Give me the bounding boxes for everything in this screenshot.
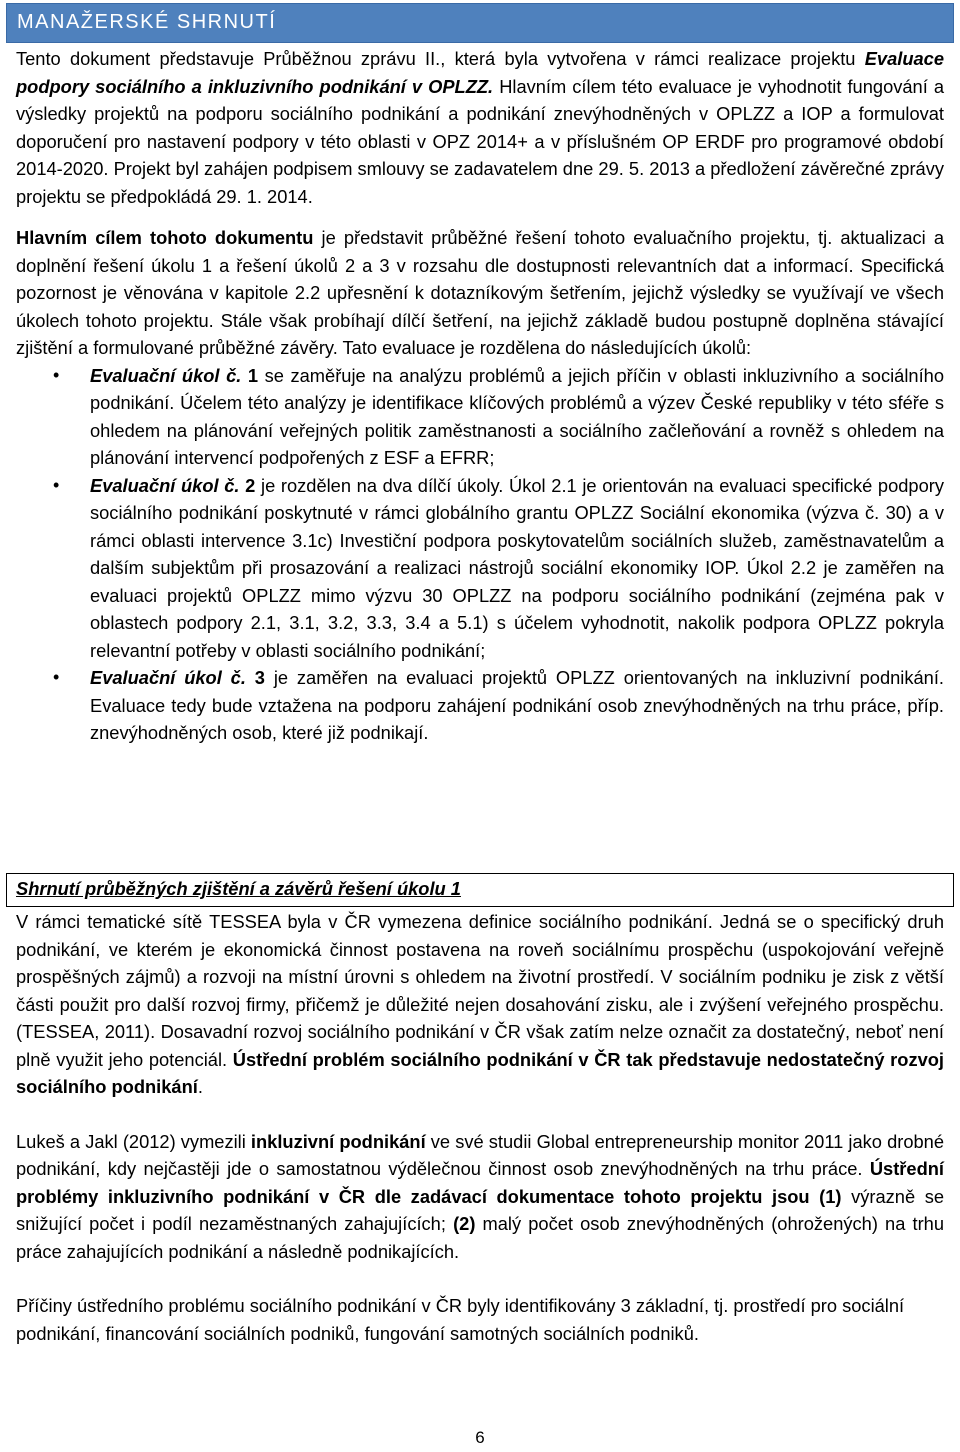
task-label: Evaluační úkol č. [90, 364, 242, 386]
project-name: Evaluace podpory sociálního a inkluzivního podnikání v OPLZZ. [16, 48, 944, 97]
page-number: 6 [475, 1428, 485, 1447]
task-number: 2 [245, 474, 256, 496]
text-run: výrazně se snižující počet i podíl nezaměstnaných zahajujících; [16, 1185, 945, 1234]
bullet-icon: • [53, 667, 60, 687]
list-item [16, 472, 944, 665]
intro-paragraph-2 [16, 224, 944, 362]
text-run: . [197, 1076, 203, 1097]
task-number: 1 [247, 364, 259, 386]
text-run: ve své studii Global entrepreneurship monitor 2011 jako drobné podnikání, kdy nejčastěji jde o samostatnou výdělečnou činnost osob znevýhodněných na trhu práce. [16, 1130, 945, 1179]
summary-paragraph-2 [16, 1128, 944, 1266]
summary-box-title [6, 873, 954, 907]
summary-paragraph-1 [16, 908, 944, 1101]
bold-run: inkluzivní podnikání [250, 1130, 426, 1152]
bold-run: Ústřední problém sociálního podnikání v ČR tak představuje nedostatečný rozvoj sociálního podnikání [16, 1048, 944, 1097]
task-text: je zaměřen na evaluaci projektů OPLZZ orientovaných na inkluzivní podnikání. Evaluace tedy bude vztažena na podporu zahájení podnikání osob znevýhodněných na trhu práce, příp. znevýhodněných osob, které již podnikají. [90, 667, 944, 743]
list-item [16, 362, 944, 472]
text-run: malý počet osob znevýhodněných (ohrožených) na trhu práce zahajujících podnikání a následně podnikajících. [16, 1213, 944, 1262]
intro-paragraph-1 [16, 45, 944, 210]
intro-body [16, 45, 944, 747]
list-item [16, 664, 944, 747]
summary-paragraph-3: Příčiny ústředního problému sociálního podnikání v ČR byly identifikovány 3 základní, tj. prostředí pro sociální podnikání, financování sociálních podniků, fungování samotných sociálních podniků. [16, 1295, 905, 1344]
task-label: Evaluační úkol č. [90, 474, 240, 496]
bold-run: (2) [453, 1213, 476, 1234]
bullet-icon: • [53, 474, 60, 495]
section-header-bar [6, 3, 954, 43]
summary-title: Shrnutí průběžných zjištění a závěrů řešení úkolu 1 [16, 878, 461, 899]
section-title: MANAŽERSKÉ SHRNUTÍ [17, 11, 277, 33]
task-list [16, 362, 944, 747]
task-label: Evaluační úkol č. [90, 667, 246, 688]
task-text: se zaměřuje na analýzu problémů a jejich příčin v oblasti inkluzivního a sociálního podnikání. Účelem této analýzy je identifikace klíčových problémů a výzev České republiky v této sféře s ohledem na plánování veřejných politik zaměstnanosti a sociálního začleňování a rovněž s ohledem na plánování intervencí podpořených z ESF a EFRR; [90, 364, 944, 468]
text-run: je představit průběžné řešení tohoto evaluačního projektu, tj. aktualizaci a doplnění řešení úkolu 1 a řešení úkolů 2 a 3 v rozsahu dle dostupnosti relevantních dat a informací. Specifická pozornost je věnována v kapitole 2.2 upřesnění k dotazníkovým šetřením, jejichž výsledky se využívají ve všech úkolech tohoto projektu. Stále však probíhají dílčí šetření, na jejichž základě budou postupně doplněna stávající zjištění a formulované průběžné závěry. Tato evaluace je rozdělena do následujících úkolů: [16, 227, 944, 358]
bold-run: Ústřední problémy inkluzivního podnikání v ČR dle zadávací dokumentace tohoto projektu jsou (1) [16, 1158, 944, 1207]
bold-run: Hlavním cílem tohoto dokumentu [16, 227, 314, 248]
task-text: je rozdělen na dva dílčí úkoly. Úkol 2.1 je orientován na evaluaci specifické podpory sociálního podnikání poskytnuté v rámci globálního grantu OPLZZ Sociální ekonomika (výzva č. 30) a v rámci oblasti intervence 3.1c) Investiční podpora poskytovatelům sociálních služeb, zaměstnavatelům a dalším subjektům při prosazování a realizaci nástrojů sociální ekonomiky IOP. Úkol 2.2 je zaměřen na evaluaci projektů OPLZZ mimo výzvu 30 OPLZZ na podporu sociálního podnikání (zejména pak v oblastech podpory 2.1, 3.1, 3.2, 3.3, 3.4 a 5.1) s účelem vyhodnotit, nakolik podpora OPLZZ pokryla relevantní potřeby v oblasti sociálního podnikání; [90, 474, 944, 661]
task-number: 3 [254, 667, 265, 688]
bullet-icon: • [53, 364, 60, 385]
text-run: Lukeš a Jakl (2012) vymezili [16, 1130, 251, 1152]
summary-body [16, 908, 944, 1347]
text-run: Tento dokument představuje Průběžnou zprávu II., která byla vytvořena v rámci realizace projektu [16, 48, 865, 69]
text-run: V rámci tematické sítě TESSEA byla v ČR vymezena definice sociálního podnikání. Jedná se o specifický druh podnikání, ve kterém je ekonomická činnost postavena na roveň sociálnímu prospěchu (uspokojování veřejně prospěšných zájmů) a rozvoji na místní úrovni s ohledem na životní prostředí. V sociálním podniku je zisk z větší části použit pro další rozvoj firmy, přičemž je důležité nejen dosahování zisku, ale i zvýšení veřejného prospěchu. (TESSEA, 2011). Dosavadní rozvoj sociálního podnikání v ČR však zatím nelze označit za dostatečný, neboť není plně využit jeho potenciál. [16, 911, 944, 1070]
text-run: Hlavním cílem této evaluace je vyhodnotit fungování a výsledky projektů na podporu sociálního podnikání a podnikání znevýhodněných v OPLZZ a IOP a formulovat doporučení pro nastavení podpory v této oblasti v OPZ 2014+ a v příslušném OP ERDF pro programové období 2014-2020. Projekt byl zahájen podpisem smlouvy se zadavatelem dne 29. 5. 2013 a předložení závěrečné zprávy projektu se předpokládá 29. 1. 2014. [16, 75, 945, 207]
